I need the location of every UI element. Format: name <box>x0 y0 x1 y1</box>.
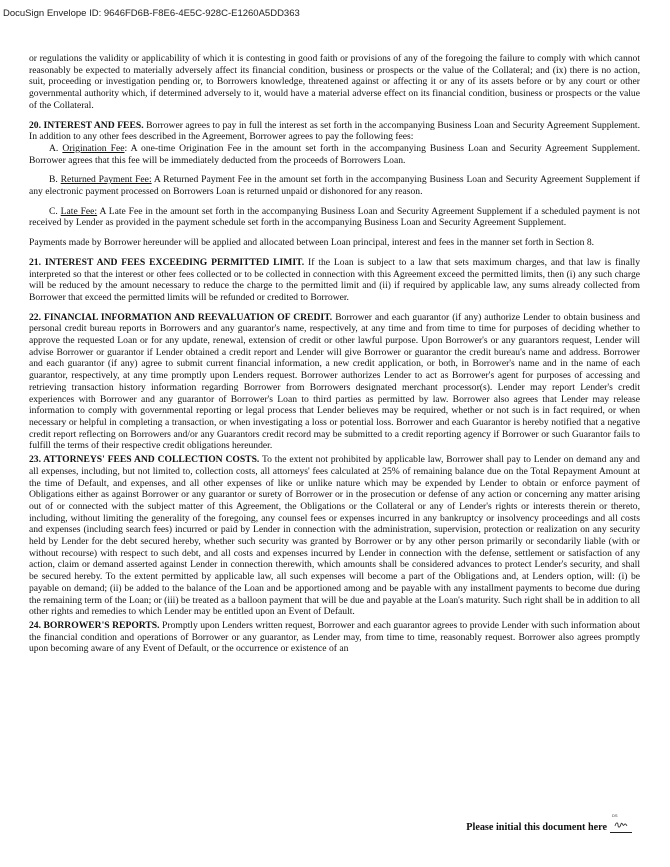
section-22 <box>29 312 640 452</box>
intro-paragraph: or regulations the validity or applicability of which it is contesting in good faith or provisions of any of the foregoing the failure to comply with which cannot reasonably be expected to materially adversely affect its financial condition, business or prospects or the value of the Collateral; and (ix) there is no action, suit, proceeding or investigation pending or, to Borrowers knowledge, threatened against or affecting it or any of its assets before or by any court or other governmental authority which, if determined adversely to it, would have a material adverse effect on its financial condition, business or prospects or the value of the Collateral. <box>29 53 640 111</box>
envelope-id: DocuSign Envelope ID: 9646FD6B-F8E6-4E5C-928C-E1260A5DD363 <box>3 8 300 19</box>
initials-field[interactable] <box>610 813 632 833</box>
item-b-prefix: B. <box>49 174 61 186</box>
item-c-text: A Late Fee in the amount set forth in the accompanying Business Loan and Security Agreement Supplement if a scheduled payment is not received by Lender as provided in the payment schedule set forth in the accompanying Business Loan and Security Agreement Supplement. <box>29 205 640 229</box>
section-22-body: Borrower and each guarantor (if any) authorize Lender to obtain business and personal credit bureau reports in Borrowers and any guarantor's name, respectively, at any time and from time to time for purposes of deciding whether to approve the requested Loan or for any update, renewal, extension of credit or other lawful purpose. Upon Borrower's or any guarantors request, Lender will advise Borrower or guarantor if Lender obtained a credit report and Lender will give Borrower or guarantor the credit bureau's name and address. Borrower and each guarantor (if any) agree to submit current financial information, a new credit application, or both, in Borrower's name and in the name of each guarantor, respectively, at any time promptly upon Lenders request. Borrower authorizes Lender to act as Borrower's agent for purposes of accessing and retrieving transaction history information regarding Borrower from Borrowers designated merchant processor(s). Lender may report Lender's credit experiences with Borrower and any guarantor of Borrower's Loan to third parties as permitted by law. Borrower also agrees that Lender may release information to comply with governmental reporting or legal process that Lender believes may be required, whether or not such is in fact required, or when necessary or helpful in completing a transaction, or when investigating a loss or potential loss. Borrower and each Guarantor is hereby notified that a negative credit report reflecting on Borrowers and/or any Guarantors credit record may be submitted to a credit reporting agency if Borrower or such Guarantor fails to fulfill the terms of their respective credit obligations hereunder. <box>29 311 640 452</box>
item-c-prefix: C. <box>49 205 61 217</box>
initials-signature-icon <box>614 820 628 830</box>
document-body <box>29 53 640 655</box>
origination-fee-label: Origination Fee <box>62 142 125 154</box>
section-23 <box>29 454 640 618</box>
late-fee-label: Late Fee: <box>60 205 98 217</box>
section-20-item-b <box>29 174 640 197</box>
section-21-body: If the Loan is subject to a law that sets maximum charges, and that law is finally interpreted so that the interest or other fees collected or to be collected in connection with this Agreement exceed the permitted limits, then (i) any such charge will be reduced by the amount necessary to reduce the charge to the permitted limit and (ii) if required by applicable law, any sums already collected from Borrower that exceed the permitted limits will be refunded or credited to Borrower. <box>29 256 640 303</box>
section-23-heading: 23. ATTORNEYS' FEES AND COLLECTION COSTS. <box>29 454 260 466</box>
section-20-body: Borrower agrees to pay in full the interest as set forth in the accompanying Business Loan and Security Agreement Supplement. In addition to any other fees described in the Agreement, Borrower agrees to pay the following fees: <box>29 119 640 143</box>
section-24 <box>29 620 640 655</box>
section-24-heading: 24. BORROWER'S REPORTS. <box>29 619 160 631</box>
section-20-item-c <box>29 206 640 229</box>
section-23-body: To the extent not prohibited by applicable law, Borrower shall pay to Lender on demand any and all expenses, including, but not limited to, collection costs, all attorneys' fees calculated at 25% of remaining balance due on the Total Repayment Amount at the time of Default, and expenses, and all other expenses of like or unlike nature which may be expended by Lender to obtain or enforce payment of Obligations either as against Borrower or any guarantor or surety of Borrower or in the prosecution or defense of any action or concerning any matter arising out of or connected with the subject matter of this Agreement, the Obligations or the Collateral or any of Lender's rights or interests therein or thereto, including, without limiting the generality of the foregoing, any counsel fees or expenses incurred in any bankruptcy or insolvency proceedings and all costs and expenses (including search fees) incurred or paid by Lender in connection with the administration, supervision, protection or realization on any security held by Lender for the debt secured hereby, whether such security was granted by Borrower or by any other person primarily or secondarily liable (with or without recourse) with respect to such debt, and all costs and expenses incurred by Lender in connection with the defense, settlement or satisfaction of any action, claim or demand asserted against Lender in connection therewith, which amounts shall be considered advances to protect Lender's security, and shall be secured hereby. To the extent permitted by applicable law, all such expenses will become a part of the Obligations and, at Lenders option, will: (i) be payable on demand; (ii) be added to the balance of the Loan and be apportioned among and be payable with any installment payments to become due during the remaining term of the Loan; or (iii) be treated as a balloon payment that will be due and payable at the Loan's maturity. Such right shall be in addition to all other rights and remedies to which Lender may be entitled upon an Event of Default. <box>29 454 640 618</box>
section-20-item-a <box>29 143 640 166</box>
section-20-heading: 20. INTEREST AND FEES. <box>29 119 144 131</box>
returned-payment-fee-label: Returned Payment Fee: <box>60 174 152 186</box>
ds-tag: DS <box>612 813 618 818</box>
section-21 <box>29 257 640 304</box>
item-b-text: A Returned Payment Fee in the amount set forth in the accompanying Business Loan and Security Agreement Supplement if any electronic payment processed on Borrowers Loan is returned unpaid or dishonored for any reason. <box>29 174 640 198</box>
section-21-heading: 21. INTEREST AND FEES EXCEEDING PERMITTED LIMIT. <box>29 256 305 268</box>
section-22-heading: 22. FINANCIAL INFORMATION AND REEVALUATION OF CREDIT. <box>29 311 333 323</box>
item-a-prefix: A. <box>49 142 63 154</box>
item-a-text: : A one-time Origination Fee in the amount set forth in the accompanying Business Loan and Security Agreement Supplement. Borrower agrees that this fee will be immediately deducted from the proceeds of Borrowers Loan. <box>29 142 640 166</box>
section-20 <box>29 120 640 143</box>
section-24-body: Promptly upon Lenders written request, Borrower and each guarantor agrees to provide Lender with such information about the financial condition and operations of Borrower or any guarantor, as Lender may, from time to time, reasonably request. Borrower also agrees promptly upon becoming aware of any Event of Default, or the occurrence or existence of an <box>29 619 641 655</box>
initial-label: Please initial this document here <box>466 822 607 833</box>
initial-prompt <box>466 813 632 833</box>
payments-paragraph: Payments made by Borrower hereunder will be applied and allocated between Loan principal, interest and fees in the manner set forth in Section 8. <box>29 237 595 249</box>
